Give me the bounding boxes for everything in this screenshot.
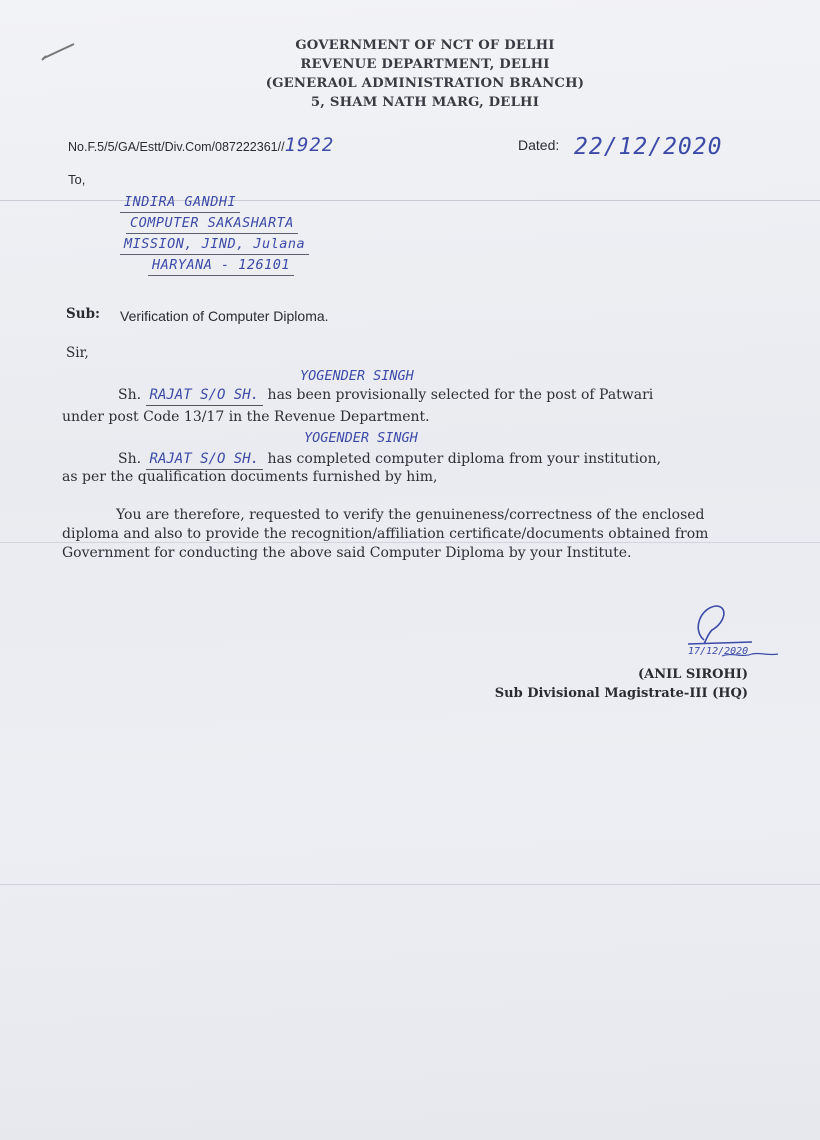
signatory-designation: Sub Divisional Magistrate-III (HQ) <box>494 686 748 701</box>
paragraph-1-line-2: under post Code 13/17 in the Revenue Department. <box>62 409 430 425</box>
address-line: INDIRA GANDHI <box>120 192 240 213</box>
handwritten-father-name: YOGENDER SINGH <box>304 430 418 446</box>
paragraph-2-line-2: as per the qualification documents furnished by him, <box>62 469 438 485</box>
to-label: To, <box>68 172 86 187</box>
letterhead-line: (GENERA0L ADMINISTRATION BRANCH) <box>265 76 585 91</box>
paragraph-text: has completed computer diploma from your institution, <box>267 451 662 467</box>
dated-label: Dated: <box>518 137 560 153</box>
paragraph-3-line-2: diploma and also to provide the recognition/affiliation certificate/documents obtained from <box>62 526 709 542</box>
reference-prefix: No.F.5/5/GA/Estt/Div.Com/087222361// <box>68 140 285 154</box>
signature-date-note: 17/12/2020 <box>688 646 749 657</box>
paragraph-text: has been provisionally selected for the post of Patwari <box>267 387 654 403</box>
signatory-name: (ANIL SIROHI) <box>638 667 748 682</box>
handwritten-father-name: YOGENDER SINGH <box>300 368 414 384</box>
recipient-address <box>120 192 309 276</box>
letterhead-line: REVENUE DEPARTMENT, DELHI <box>300 57 550 72</box>
address-line: MISSION, JIND, Julana <box>120 234 309 255</box>
salutation: Sir, <box>66 345 89 361</box>
staple-mark-icon <box>40 40 80 64</box>
dated-value: 22/12/2020 <box>574 134 723 160</box>
sh-prefix: Sh. <box>118 387 142 403</box>
letterhead-line: GOVERNMENT OF NCT OF DELHI <box>295 38 555 53</box>
paragraph-2-line-1 <box>118 450 661 470</box>
subject-label: Sub: <box>66 306 100 322</box>
paragraph-3-line-1: You are therefore, requested to verify the genuineness/correctness of the enclosed <box>116 507 705 523</box>
paragraph-1-line-1 <box>118 386 653 406</box>
subject-text: Verification of Computer Diploma. <box>120 308 329 324</box>
handwritten-candidate-name: RAJAT S/O SH. <box>146 450 264 470</box>
letterhead <box>200 36 650 112</box>
letterhead-line: 5, SHAM NATH MARG, DELHI <box>310 95 540 110</box>
paragraph-3-line-3: Government for conducting the above said Computer Diploma by your Institute. <box>62 545 632 561</box>
paper-fold-line <box>0 884 820 885</box>
address-line: COMPUTER SAKASHARTA <box>126 213 298 234</box>
sh-prefix: Sh. <box>118 451 142 467</box>
reference-number <box>68 134 334 156</box>
address-line: HARYANA - 126101 <box>148 255 294 276</box>
reference-handwritten-number: 1922 <box>284 134 335 156</box>
handwritten-candidate-name: RAJAT S/O SH. <box>146 386 264 406</box>
